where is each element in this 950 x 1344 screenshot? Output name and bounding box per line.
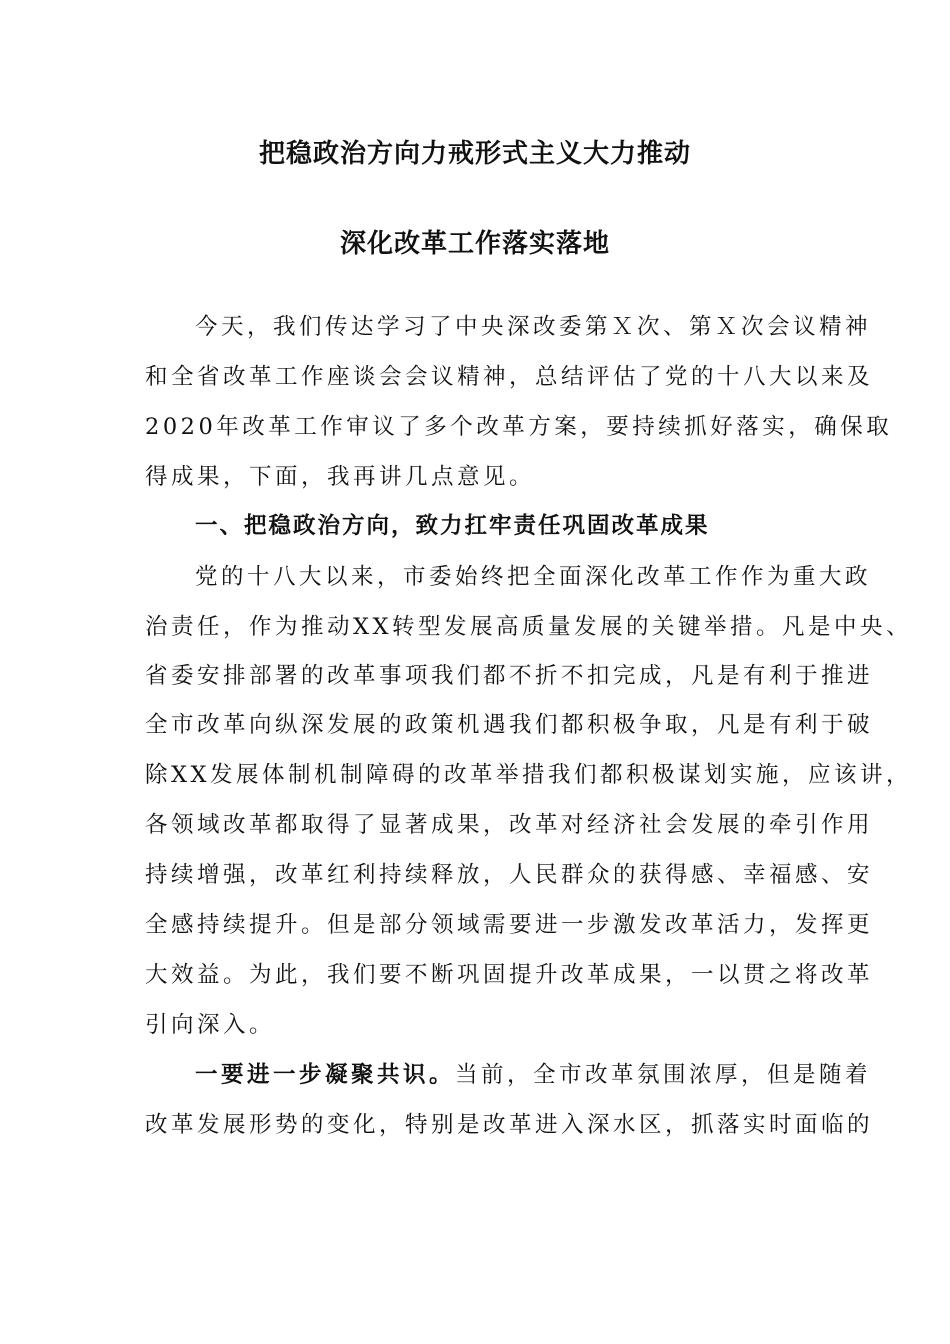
- paragraph-line: 省委安排部署的改革事项我们都不折不扣完成，凡是有利于推进: [145, 663, 874, 689]
- paragraph-lead: 一要进一步凝聚共识。: [195, 1062, 456, 1088]
- paragraph-line: 治责任，作为推动XX转型发展高质量发展的关键举措。凡是中央、: [145, 614, 913, 640]
- paragraph-text: 当前，全市改革氛围浓厚，但是随着: [455, 1062, 872, 1088]
- paragraph-line: 全感持续提升。但是部分领域需要进一步激发改革活力，发挥更: [145, 912, 874, 938]
- paragraph-line: [195, 1060, 871, 1090]
- paragraph-line: 改革发展形势的变化，特别是改革进入深水区，抓落实时面临的: [145, 1112, 874, 1138]
- paragraph-line: 各领域改革都取得了显著成果，改革对经济社会发展的牵引作用: [145, 812, 874, 838]
- paragraph-line: 2020年改革工作审议了多个改革方案，要持续抓好落实，确保取: [145, 414, 893, 440]
- paragraph-line: 今天，我们传达学习了中央深改委第Ｘ次、第Ｘ次会议精神: [195, 314, 872, 340]
- paragraph-line: 党的十八大以来，市委始终把全面深化改革工作作为重大政: [195, 564, 872, 590]
- paragraph-line: 大效益。为此，我们要不断巩固提升改革成果，一以贯之将改革: [145, 962, 874, 988]
- section-heading: 一、把稳政治方向，致力扛牢责任巩固改革成果: [195, 513, 710, 539]
- paragraph-line: 持续增强，改革红利持续释放，人民群众的获得感、幸福感、安: [145, 862, 874, 888]
- paragraph-line: 除XX发展体制机制障碍的改革举措我们都积极谋划实施，应该讲，: [145, 762, 913, 788]
- paragraph-line: 引向深入。: [145, 1012, 276, 1038]
- paragraph-line: 和全省改革工作座谈会会议精神，总结评估了党的十八大以来及: [145, 364, 874, 390]
- document-title-line-1: 把稳政治方向力戒形式主义大力推动: [258, 139, 691, 169]
- document-title-line-2: 深化改革工作落实落地: [339, 229, 610, 259]
- paragraph-line: 得成果，下面，我再讲几点意见。: [145, 464, 536, 490]
- paragraph-line: 全市改革向纵深发展的政策机遇我们都积极争取，凡是有利于破: [145, 712, 874, 738]
